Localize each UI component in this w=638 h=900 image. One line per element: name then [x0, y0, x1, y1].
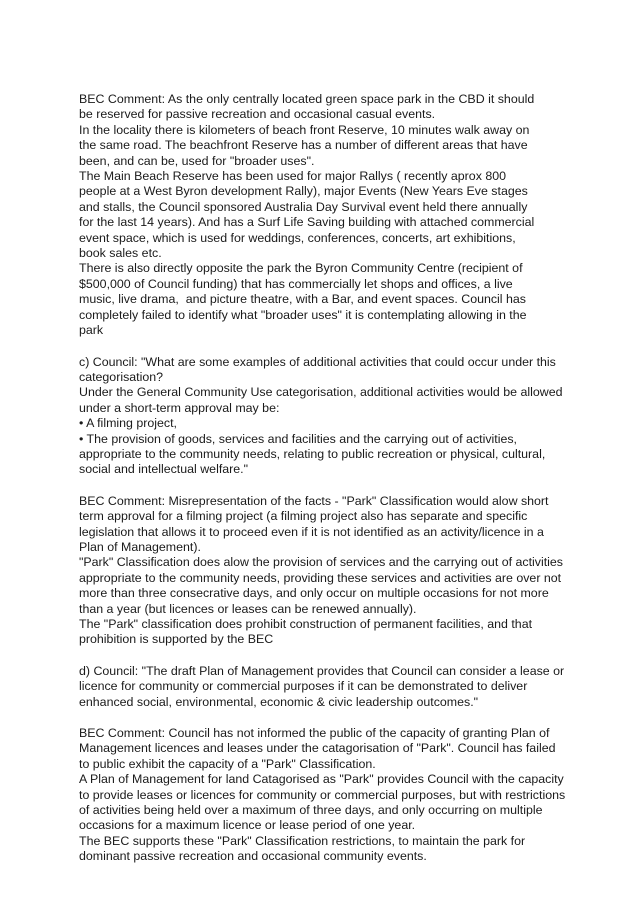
document-body — [79, 92, 569, 881]
text-line: categorisation? — [79, 369, 164, 384]
text-line: book sales etc. — [79, 246, 162, 261]
text-line: for the last 14 years). And has a Surf Life Saving building with attached commercial — [79, 215, 535, 230]
text-line: $500,000 of Council funding) that has commercially let shops and offices, a live — [79, 276, 513, 291]
text-line: social and intellectual welfare." — [79, 462, 249, 477]
text-line: c) Council: "What are some examples of additional activities that could occur under this — [79, 354, 556, 369]
text-line: appropriate to the community needs, relating to public recreation or physical, cultural, — [79, 446, 546, 461]
paragraph — [79, 494, 569, 648]
text-line: term approval for a filming project (a filming project also has separate and specific — [79, 509, 528, 524]
text-line: There is also directly opposite the park the Byron Community Centre (recipient of — [79, 261, 523, 276]
text-line: d) Council: "The draft Plan of Management provides that Council can consider a lease or — [79, 663, 565, 678]
text-line: under a short-term approval may be: — [79, 400, 280, 415]
text-line: more than three consecrative days, and only occur on multiple occasions for not more — [79, 586, 549, 601]
text-line: enhanced social, environmental, economic & civic leadership outcomes." — [79, 694, 479, 709]
text-line: licence for community or commercial purposes if it can be demonstrated to deliver — [79, 679, 528, 694]
text-line: • The provision of goods, services and facilities and the carrying out of activities, — [79, 431, 518, 446]
text-line: completely failed to identify what "broader uses" it is contemplating allowing in the — [79, 307, 527, 322]
text-line: Under the General Community Use categorisation, additional activities would be allowed — [79, 385, 563, 400]
text-line: "Park" Classification does alow the provision of services and the carrying out of activities — [79, 555, 563, 570]
text-line: the same road. The beachfront Reserve has a number of different areas that have — [79, 138, 528, 153]
text-line: been, and can be, used for "broader uses". — [79, 153, 315, 168]
text-line: In the locality there is kilometers of beach front Reserve, 10 minutes walk away on — [79, 122, 530, 137]
text-line: Management licences and leases under the catagorisation of "Park". Council has failed — [79, 741, 556, 756]
text-line: music, live drama, and picture theatre, with a Bar, and event spaces. Council has — [79, 292, 526, 307]
text-line: occasions for a maximum licence or lease period of one year. — [79, 818, 416, 833]
text-line: The "Park" classification does prohibit construction of permanent facilities, and that — [79, 617, 533, 631]
text-line: BEC Comment: As the only centrally located green space park in the CBD it should — [79, 92, 535, 106]
text-line: people at a West Byron development Rally), major Events (New Years Eve stages — [79, 184, 528, 199]
text-line: and stalls, the Council sponsored Australia Day Survival event held there annually — [79, 199, 528, 214]
text-line: The BEC supports these "Park" Classification restrictions, to maintain the park for — [79, 833, 526, 848]
text-line: BEC Comment: Council has not informed the public of the capacity of granting Plan of — [79, 726, 550, 741]
text-line: legislation that allows it to proceed even if it is not identified as an activity/licence in a — [79, 524, 544, 539]
paragraph — [79, 355, 569, 478]
paragraph — [79, 664, 569, 710]
text-line: be reserved for passive recreation and occasional casual events. — [79, 107, 436, 122]
text-line: to public exhibit the capacity of a "Park" Classification. — [79, 756, 376, 771]
text-line: Plan of Management). — [79, 539, 201, 554]
text-line: event space, which is used for weddings, conferences, concerts, art exhibitions, — [79, 230, 516, 245]
text-line: BEC Comment: Misrepresentation of the facts - "Park" Classification would alow short — [79, 493, 549, 508]
text-line: appropriate to the community needs, providing these services and activities are over not — [79, 570, 562, 585]
paragraph — [79, 726, 569, 865]
text-line: • A filming project, — [79, 416, 177, 431]
text-line: dominant passive recreation and occasional community events. — [79, 849, 427, 864]
text-line: than a year (but licences or leases can be renewed annually). — [79, 601, 417, 616]
text-line: to provide leases or licences for community or commercial purposes, but with restrictions — [79, 787, 566, 802]
text-line: prohibition is supported by the BEC — [79, 632, 274, 647]
text-line: A Plan of Management for land Catagorised as "Park" provides Council with the capacity — [79, 772, 564, 787]
text-line: The Main Beach Reserve has been used for major Rallys ( recently aprox 800 — [79, 169, 506, 184]
text-line: park — [79, 323, 104, 338]
paragraph — [79, 92, 569, 339]
text-line: of activities being held over a maximum of three days, and only occurring on multiple — [79, 803, 543, 818]
